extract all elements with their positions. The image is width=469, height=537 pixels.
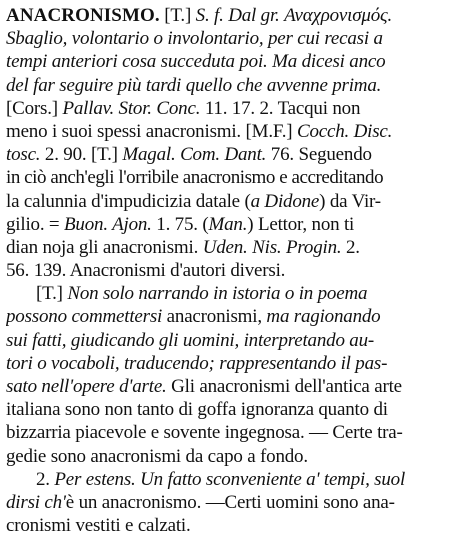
headword: ANACRONISMO. xyxy=(6,5,160,26)
entry-line xyxy=(6,27,463,50)
entry-line xyxy=(6,375,463,398)
text-segment: [T.] xyxy=(159,5,196,26)
entry-line xyxy=(6,143,463,166)
italic-segment: possono commettersi xyxy=(6,306,163,328)
italic-segment: Pallav. Stor. Conc. xyxy=(62,97,201,119)
italic-segment: S. f. Dal gr. xyxy=(195,5,285,26)
italic-segment: a Didone xyxy=(250,190,320,212)
italic-segment: sui fatti, giudicando gli uomini, interpretando au- xyxy=(6,329,375,351)
text-segment: 11. 17. 2. Tacqui non xyxy=(200,97,361,119)
text-segment: 1. 75. ( xyxy=(151,213,209,235)
entry-line xyxy=(6,468,463,491)
text-segment: Gli anacronismi dell'antica arte xyxy=(166,376,402,397)
text-segment: 2. xyxy=(36,468,55,490)
text-segment: anacronismi, xyxy=(162,306,267,328)
text-segment: meno i suoi spessi anacronismi. [M.F.] xyxy=(6,120,297,142)
text-segment: gilio. = xyxy=(6,213,65,235)
italic-segment: Per estens. Un fatto sconveniente a' tempi, suol xyxy=(54,468,406,490)
entry-line xyxy=(6,445,463,468)
text-segment: ) da Vir- xyxy=(319,190,381,212)
text-segment: la calunnia d'impudicizia datale ( xyxy=(6,190,251,212)
italic-segment: Cocch. Disc. xyxy=(296,120,393,142)
entry-line xyxy=(6,120,463,143)
entry-line xyxy=(6,50,463,73)
text-segment: italiana sono non tanto di goffa ignoranza quanto di xyxy=(6,399,388,421)
entry-line xyxy=(6,282,463,305)
entry-line xyxy=(6,259,463,282)
entry-line xyxy=(6,352,463,375)
text-segment: 2. xyxy=(341,236,360,258)
entry-line xyxy=(6,398,463,421)
text-segment: è un anacronismo. —Certi uomini sono ana- xyxy=(65,491,395,513)
entry-line xyxy=(6,329,463,352)
italic-segment: Man. xyxy=(208,213,248,235)
entry-line xyxy=(6,4,463,27)
italic-segment: sato nell'opere d'arte. xyxy=(6,376,167,397)
text-segment: 2. 90. [T.] xyxy=(40,144,123,166)
text-segment: dian noja gli anacronismi. xyxy=(6,236,203,258)
entry-line xyxy=(6,236,463,259)
text-segment: 76. Seguendo xyxy=(266,144,372,166)
italic-segment: del far seguire più tardi quello che avvenne prima. xyxy=(6,74,382,96)
text-segment: 56. 139. Anacronismi d'autori diversi. xyxy=(6,260,286,282)
entry-line xyxy=(6,421,463,444)
text-segment: [Cors.] xyxy=(6,97,63,119)
entry-line xyxy=(6,166,463,189)
italic-segment: Uden. Nis. Progin. xyxy=(202,236,342,258)
text-segment: bizzarria piacevole e sovente ingegnosa. — Certe tra- xyxy=(6,422,403,444)
entry-line xyxy=(6,213,463,236)
text-segment: ) Lettor, non ti xyxy=(247,213,355,235)
italic-segment: ma ragionando xyxy=(266,306,381,328)
text-segment: cronismi vestiti e calzati. xyxy=(6,515,191,537)
text-segment: [T.] xyxy=(36,283,68,305)
italic-segment: dirsi ch' xyxy=(6,491,66,513)
entry-line xyxy=(6,190,463,213)
italic-segment: Non solo narrando in istoria o in poema xyxy=(67,283,368,305)
italic-segment: Αναχρονισμός. xyxy=(284,5,393,26)
italic-segment: tempi anteriori cosa succeduta poi. Ma dicesi anco xyxy=(6,51,386,73)
italic-segment: Buon. Ajon. xyxy=(64,213,152,235)
italic-segment: Sbaglio, volontario o involontario, per cui recasi a xyxy=(6,28,383,50)
text-segment: gedie sono anacronismi da capo a fondo. xyxy=(6,445,308,467)
entry-line xyxy=(6,97,463,120)
entry-line xyxy=(6,514,463,537)
text-segment: in ciò anch'egli l'orribile anacronismo e accreditando xyxy=(6,167,384,189)
entry-line xyxy=(6,491,463,514)
italic-segment: Magal. Com. Dant. xyxy=(122,144,267,166)
italic-segment: tosc. xyxy=(6,144,41,166)
entry-line xyxy=(6,74,463,97)
entry-line xyxy=(6,305,463,328)
italic-segment: tori o vocaboli, traducendo; rappresentando il pas- xyxy=(6,352,388,374)
